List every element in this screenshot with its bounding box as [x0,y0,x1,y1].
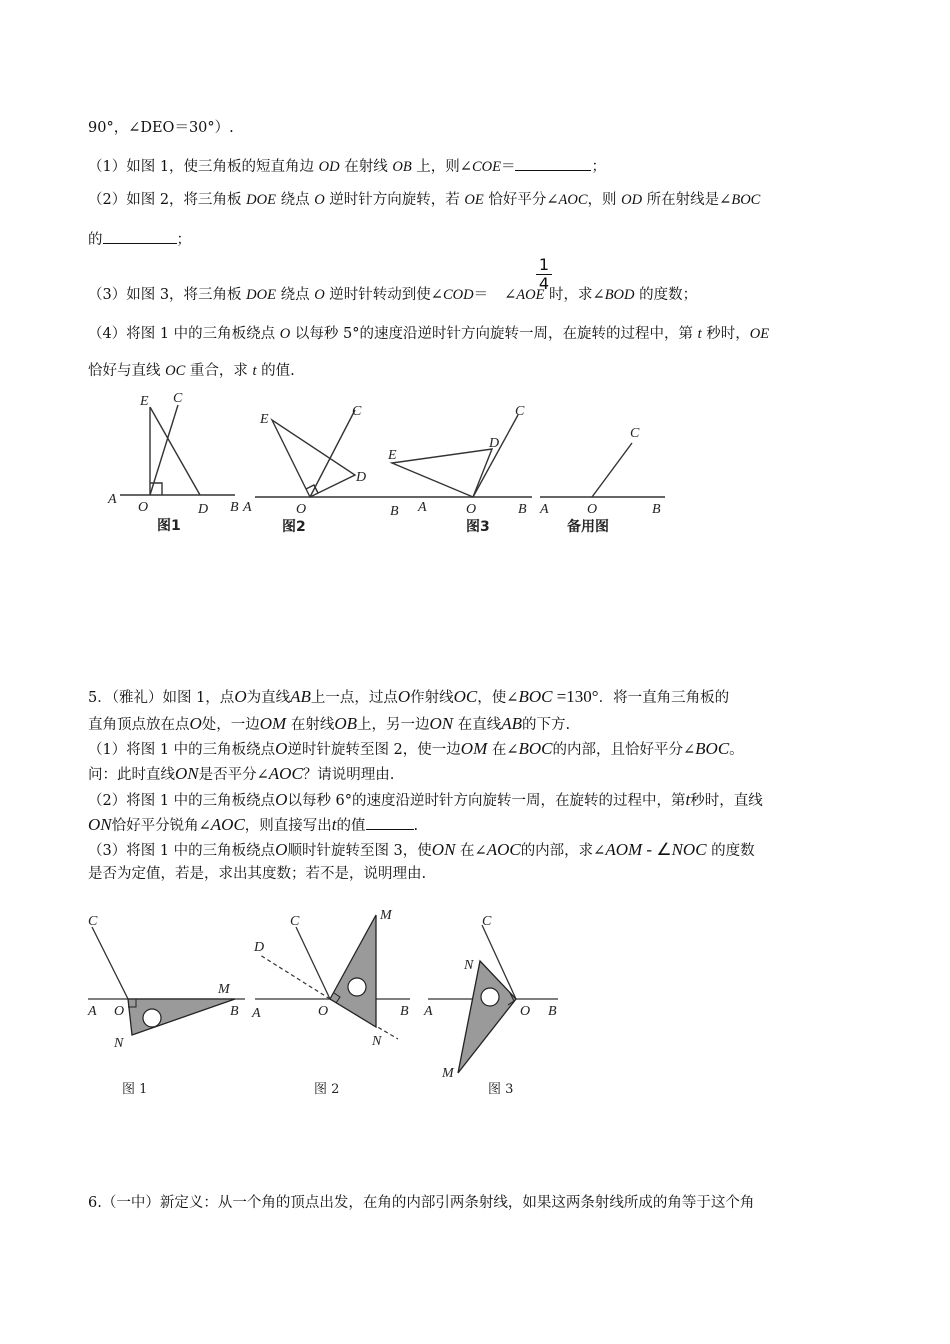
fig1-label-D: D [198,502,209,517]
text-fragment: BOC [695,739,730,758]
text-fragment: 恰好平分锐角∠ [111,818,211,834]
text-fragment: AB [501,714,523,733]
fig1-label-C: C [173,391,183,406]
g2-caption: 图 2 [314,1082,340,1097]
text-fragment: 绕点 [275,287,315,303]
text-fragment: AOE [516,287,545,303]
text-fragment: 恰好与直线 [88,363,166,379]
text-fragment: COE [471,159,501,175]
text-fragment: 上，另一边 [357,717,430,733]
text-fragment: ON [429,714,454,733]
text-fragment: AOC [558,192,588,208]
text-fragment: 顺时针旋转至图 3，使 [287,843,432,859]
text-fragment: ON [175,764,199,783]
q6-stem [88,1193,754,1213]
text-fragment: ∠ [504,287,517,303]
text-fragment: 的 [88,232,103,248]
text-fragment: （1）将图 1 中的三角板绕点 [88,742,276,758]
text-fragment: t [252,363,257,379]
g1-label-B: B [230,1004,239,1019]
q5-figure-1 [88,927,245,1035]
text-fragment: 在∠ [455,843,487,859]
text-fragment: AB [290,687,311,706]
q5-part1-question [88,764,394,785]
text-fragment: AOM [605,840,643,859]
g2-label-M: M [380,908,392,923]
g3-label-C: C [482,914,492,929]
text-fragment: ON [431,840,456,859]
text-fragment: 上一点，过点 [310,690,398,706]
text-fragment: O [275,790,288,809]
g3-label-A: A [424,1004,433,1019]
g1-caption: 图 1 [122,1082,148,1097]
text-fragment: t [331,815,337,834]
figure-1 [120,405,235,495]
text-fragment: 作射线 [410,690,454,706]
text-fragment: ； [176,232,191,248]
text-fragment: ．将一直角三角板的 [598,690,730,706]
g2-label-A: A [252,1006,261,1021]
spare-label-C: C [630,426,640,441]
q4-part4-cont [88,361,295,381]
text-fragment: 所在射线是∠ [642,192,732,208]
text-fragment: （2）如图 2，将三角板 [88,192,247,208]
text-fragment: ？请说明理由. [302,767,395,783]
text-fragment: （2）将图 1 中的三角板绕点 [88,793,276,809]
q5-figures [80,905,570,1105]
q4-figures [100,385,680,545]
g3-label-N: N [464,958,474,973]
text-fragment: 为直线 [246,690,291,706]
text-fragment: 逆时针转动到使∠ [324,287,443,303]
text-fragment: 上，则∠ [411,159,472,175]
text-fragment: ，使∠ [477,690,519,706]
figure-3 [392,415,532,497]
figure-spare [540,443,665,497]
text-fragment: O [275,840,288,859]
text-fragment: 的内部，且恰好平分∠ [552,742,696,758]
text-fragment: 问：此时直线 [88,767,175,783]
fig3-label-D: D [489,436,500,451]
text-fragment: OC [165,363,186,379]
g2-label-C: C [290,914,300,929]
text-fragment: （3）如图 3，将三角板 [88,287,247,303]
text-fragment: 5．（雅礼）如图 1，点 [88,690,235,706]
text-fragment: 6.（一中）新定义：从一个角的顶点出发，在角的内部引两条射线，如果这两条射线所成的角等于这个角 [88,1195,755,1211]
fig2-label-C: C [352,404,362,419]
text-fragment: O [234,687,247,706]
q5-stem-1 [88,687,729,708]
text-fragment: 直角顶点放在点 [88,717,190,733]
fig1-caption: 图1 [157,518,181,534]
text-fragment: BOC [518,687,553,706]
text-fragment: ； [591,159,606,175]
text-fragment: DOE [246,287,276,303]
text-fragment: 逆时针旋转至图 2，使一边 [287,742,461,758]
q5-part2 [88,790,763,811]
g1-label-A: A [88,1004,97,1019]
text-fragment: NOC [671,840,707,859]
text-fragment: O [279,326,291,342]
text-fragment: （3）将图 1 中的三角板绕点 [88,843,276,859]
fig3-label-C: C [515,404,525,419]
g1-label-C: C [88,914,98,929]
fig2-label-B: B [390,504,399,519]
g2-label-B: B [400,1004,409,1019]
text-fragment: O [314,192,325,208]
answer-blank-2[interactable] [103,229,177,244]
text-fragment: - ∠ [642,840,672,859]
fig1-label-A: A [108,492,117,507]
text-fragment: 恰好平分∠ [483,192,559,208]
text-fragment: OC [453,687,478,706]
fig2-label-D: D [356,470,367,485]
text-fragment: O [314,287,325,303]
text-fragment: O [275,739,288,758]
fig3-label-O: O [466,502,477,517]
text-fragment: OD [318,159,340,175]
text-fragment: OE [464,192,484,208]
g3-caption: 图 3 [488,1082,514,1097]
text-fragment: AOC [486,840,521,859]
text-fragment: 秒时，直线 [690,793,763,809]
text-fragment: 在射线 [339,159,393,175]
fig3-caption: 图3 [466,519,490,535]
fig3-label-A: A [418,500,427,515]
fig2-label-A: A [243,500,252,515]
text-fragment: 是否平分∠ [198,767,269,783]
text-fragment: 1 [538,255,550,274]
text-fragment: 90°，∠DEO＝30°）. [88,120,234,136]
spare-label-O: O [587,502,598,517]
text-fragment: OD [621,192,643,208]
fig1-label-E: E [140,394,149,409]
text-fragment: =130° [552,687,599,706]
text-fragment: 4 [538,274,550,293]
text-fragment: BOD [604,287,635,303]
g1-label-O: O [114,1004,125,1019]
fig3-label-E: E [388,448,397,463]
text-fragment: 在直线 [453,717,502,733]
text-fragment: （1）如图 1，使三角板的短直角边 [88,159,319,175]
q5-part3-cont [88,864,426,884]
text-fragment: ，则直接写出 [244,818,332,834]
q5-stem-2 [88,714,570,735]
spare-caption: 备用图 [567,519,609,535]
g2-label-O: O [318,1004,329,1019]
q5-figure-2 [255,915,410,1039]
fig3-label-B: B [518,502,527,517]
spare-label-B: B [652,502,661,517]
text-fragment: OB [334,714,358,733]
text-fragment: 重合，求 [185,363,253,379]
q5-figure-3 [428,925,558,1073]
text-fragment: DOE [246,192,276,208]
figure-2 [255,410,400,497]
text-fragment: O [397,687,411,706]
g3-label-O: O [520,1004,531,1019]
answer-blank-3[interactable] [366,815,414,830]
q4-part3 [88,285,697,305]
q4-part1 [88,156,606,177]
q4-part2 [88,190,760,210]
fig1-label-O: O [138,500,149,515]
answer-blank-1[interactable] [515,156,591,171]
text-fragment: 以每秒 5°的速度沿逆时针方向旋转一周，在旋转的过程中，第 [290,326,698,342]
g1-label-M: M [218,982,230,997]
text-fragment: . [413,818,419,834]
text-fragment: OM [259,714,287,733]
text-fragment: ＝ [473,287,489,303]
text-fragment: 。 [729,742,744,758]
text-fragment: 的下方. [522,717,571,733]
text-fragment: t [685,790,691,809]
q5-part3 [88,840,755,861]
text-fragment: ，则 [587,192,622,208]
text-fragment: OE [749,326,770,342]
text-fragment: COD [442,287,474,303]
g3-label-M: M [442,1066,454,1081]
text-fragment: 时，求∠ [544,287,605,303]
q4-part4 [88,324,769,344]
text-fragment: OB [392,159,412,175]
text-fragment: 秒时， [701,326,750,342]
q5-part1 [88,739,744,760]
text-fragment: OM [460,739,488,758]
text-fragment: 绕点 [275,192,315,208]
text-fragment: t [697,326,702,342]
text-fragment: 的值 [336,818,366,834]
text-fragment: 逆时针方向旋转，若 [324,192,465,208]
fig2-label-E: E [260,412,269,427]
q5-part2-cont [88,815,418,836]
text-fragment: AOC [268,764,303,783]
text-fragment: 的度数 [706,843,755,859]
fig2-label-O: O [296,502,307,517]
text-fragment: AOC [210,815,245,834]
q4-intro-tail [88,118,234,138]
spare-label-A: A [540,502,549,517]
text-fragment: （4）将图 1 中的三角板绕点 [88,326,280,342]
text-fragment: ON [88,815,112,834]
text-fragment: 的度数； [634,287,698,303]
text-fragment: 以每秒 6°的速度沿逆时针方向旋转一周，在旋转的过程中，第 [287,793,686,809]
text-fragment: BOC [518,739,553,758]
fig2-caption: 图2 [282,519,306,535]
text-fragment: ＝ [500,159,516,175]
text-fragment: 在射线 [286,717,335,733]
g2-label-D: D [254,940,265,955]
text-fragment: 的内部，求∠ [520,843,606,859]
fig1-label-B: B [230,500,239,515]
q4-part2-cont [88,229,191,250]
g2-label-N: N [372,1034,382,1049]
text-fragment: BOC [731,192,761,208]
text-fragment: O [189,714,202,733]
text-fragment: 处，一边 [201,717,260,733]
text-fragment: 在∠ [487,742,519,758]
g1-label-N: N [114,1036,124,1051]
text-fragment: 的值. [256,363,295,379]
g3-label-B: B [548,1004,557,1019]
text-fragment: 是否为定值，若是，求出其度数；若不是，说明理由. [88,866,427,882]
